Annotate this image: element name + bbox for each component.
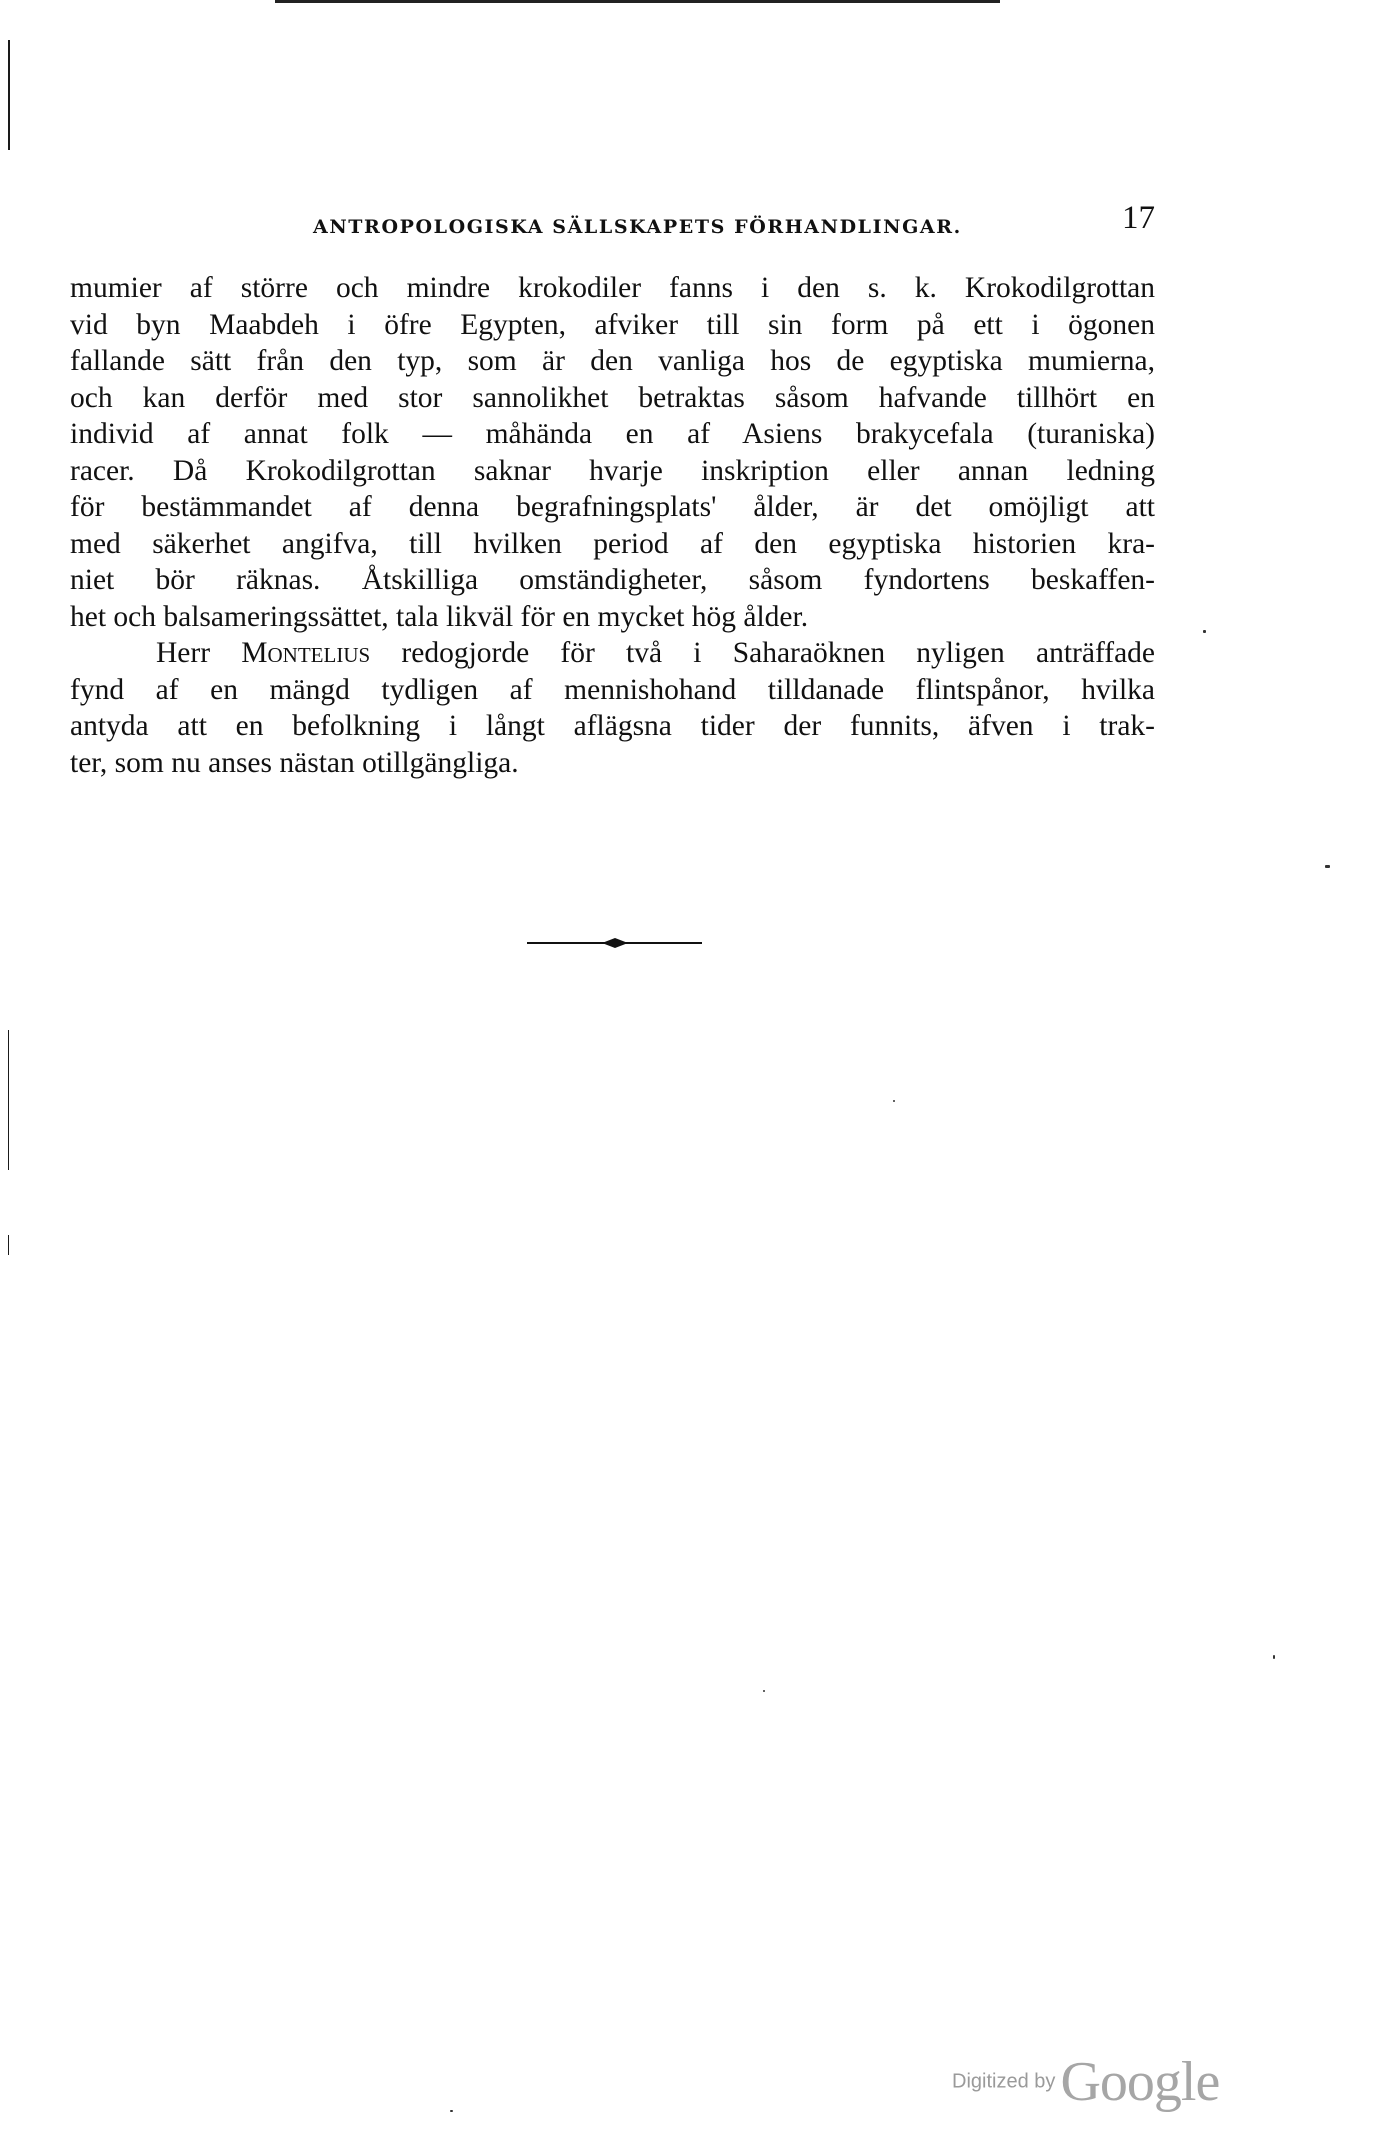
text-line: het och balsameringssättet, tala likväl för en mycket hög ålder. [70,600,809,633]
text-line: vid byn Maabdeh i öfre Egypten, afviker till sin form på ett i ögonen [70,308,1155,341]
section-divider-ornament [527,935,702,951]
body-text [70,270,1155,781]
scan-edge-mark [8,1030,9,1170]
scan-speck [763,1690,765,1692]
scan-speck [1273,1655,1275,1659]
text-line: ter, som nu anses nästan otillgängliga. [70,746,519,779]
running-head: ANTROPOLOGISKA SÄLLSKAPETS FÖRHANDLINGAR. [313,216,962,238]
text-line: individ af annat folk — måhända en af Asiens brakycefala (turaniska) [70,418,1155,450]
scan-speck [1203,630,1206,633]
scan-edge-mark [8,40,10,150]
scan-speck [1325,865,1330,868]
text-prefix: Herr [156,637,242,669]
paragraph-first-line [70,635,1155,672]
text-line: och kan derför med stor sannolikhet betraktas såsom hafvande tillhört en [70,381,1155,414]
scan-speck [450,2110,453,2112]
page-header [70,200,1155,250]
text-line: fynd af en mängd tydligen af mennishohand tilldanade flintspånor, hvilka [70,673,1155,706]
scan-edge-mark [8,1235,9,1255]
text-line: niet bör räknas. Åtskilliga omständigheter, såsom fyndortens beskaffen- [70,564,1155,596]
scan-top-rule [275,0,1000,3]
text-line: för bestämmandet af denna begrafningsplats' ålder, är det omöjligt att [70,491,1155,523]
text-line: med säkerhet angifva, till hvilken period af den egyptiska historien kra- [70,527,1155,560]
google-logo: Google [1060,2051,1220,2113]
text-rest: redogjorde för två i Saharaöknen nyligen anträffade [370,637,1156,669]
digitized-label: Digitized by [952,2070,1056,2093]
text-line: racer. Då Krokodilgrottan saknar hvarje inskription eller annan ledning [70,454,1155,487]
scan-speck [893,1100,895,1102]
text-line: mumier af större och mindre krokodiler fanns i den s. k. Krokodilgrottan [70,272,1155,304]
digitized-by-google-watermark [952,2050,1220,2113]
person-name: Montelius [241,637,371,669]
text-line: fallande sätt från den typ, som är den vanliga hos de egyptiska mumierna, [70,345,1155,377]
page-number: 17 [1122,200,1155,236]
text-line: antyda att en befolkning i långt aflägsna tider der funnits, äfven i trak- [70,710,1155,742]
